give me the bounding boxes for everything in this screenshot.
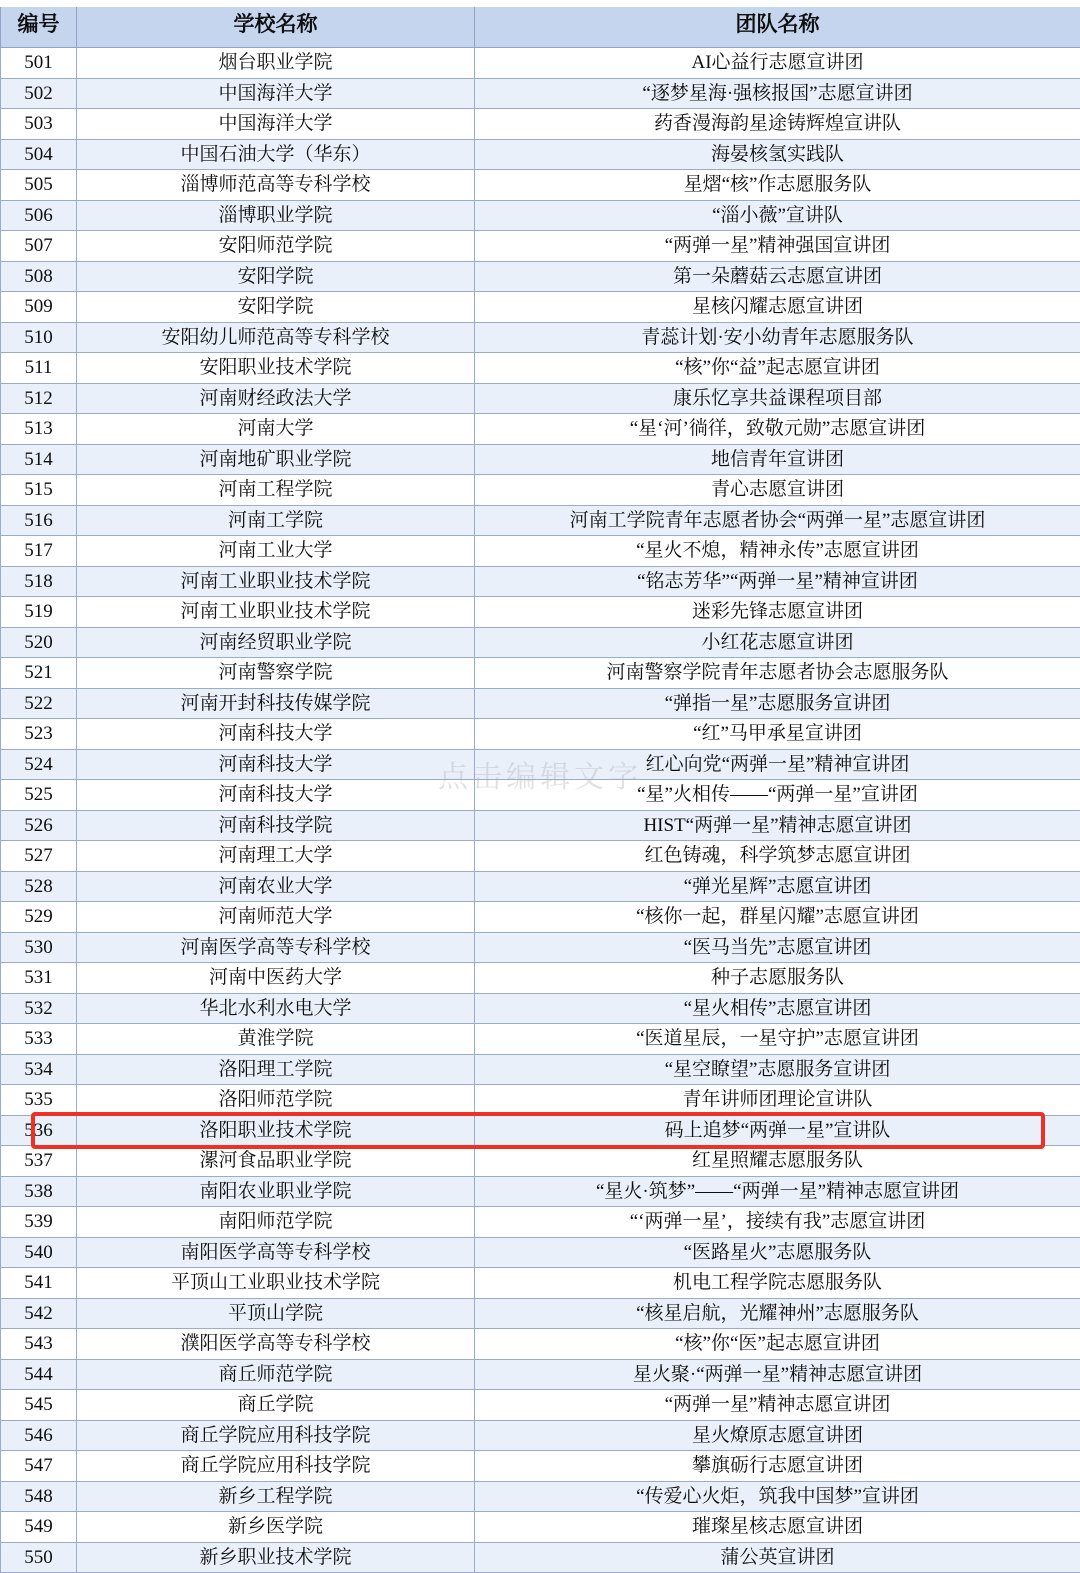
cell-id: 547 bbox=[1, 1451, 77, 1482]
cell-team: “星”火相传——“两弹一星”宣讲团 bbox=[475, 780, 1080, 811]
cell-school: 黄淮学院 bbox=[77, 1024, 475, 1055]
cell-team: “弹指一星”志愿服务宣讲团 bbox=[475, 688, 1080, 719]
table-row bbox=[1, 505, 1080, 536]
table-row bbox=[1, 1237, 1080, 1268]
cell-team: 迷彩先锋志愿宣讲团 bbox=[475, 597, 1080, 628]
cell-team: “星空瞭望”志愿服务宣讲团 bbox=[475, 1054, 1080, 1085]
table-row bbox=[1, 48, 1080, 79]
table-row bbox=[1, 688, 1080, 719]
cell-id: 501 bbox=[1, 48, 77, 79]
cell-id: 523 bbox=[1, 719, 77, 750]
cell-id: 533 bbox=[1, 1024, 77, 1055]
cell-team: “核”你“医”起志愿宣讲团 bbox=[475, 1329, 1080, 1360]
cell-team: 青年讲师团理论宣讲队 bbox=[475, 1085, 1080, 1116]
cell-school: 烟台职业学院 bbox=[77, 48, 475, 79]
cell-id: 510 bbox=[1, 322, 77, 353]
table-row bbox=[1, 841, 1080, 872]
table-row bbox=[1, 1268, 1080, 1299]
cell-id: 534 bbox=[1, 1054, 77, 1085]
cell-school: 河南师范大学 bbox=[77, 902, 475, 933]
cell-id: 531 bbox=[1, 963, 77, 994]
cell-school: 平顶山学院 bbox=[77, 1298, 475, 1329]
cell-team: “淄小薇”宣讲队 bbox=[475, 200, 1080, 231]
cell-team: 星熠“核”作志愿服务队 bbox=[475, 170, 1080, 201]
cell-id: 544 bbox=[1, 1359, 77, 1390]
cell-id: 520 bbox=[1, 627, 77, 658]
cell-school: 河南财经政法大学 bbox=[77, 383, 475, 414]
table-row bbox=[1, 1451, 1080, 1482]
table-row bbox=[1, 475, 1080, 506]
cell-id: 536 bbox=[1, 1115, 77, 1146]
table-row bbox=[1, 963, 1080, 994]
table-row bbox=[1, 902, 1080, 933]
table-row bbox=[1, 1329, 1080, 1360]
cell-id: 506 bbox=[1, 200, 77, 231]
table-row bbox=[1, 871, 1080, 902]
cell-school: 商丘学院 bbox=[77, 1390, 475, 1421]
table-row bbox=[1, 383, 1080, 414]
table-row bbox=[1, 627, 1080, 658]
cell-team: “星火·筑梦”——“两弹一星”精神志愿宣讲团 bbox=[475, 1176, 1080, 1207]
cell-school: 漯河食品职业学院 bbox=[77, 1146, 475, 1177]
cell-id: 540 bbox=[1, 1237, 77, 1268]
cell-team: “核星启航，光耀神州”志愿服务队 bbox=[475, 1298, 1080, 1329]
cell-id: 519 bbox=[1, 597, 77, 628]
cell-id: 509 bbox=[1, 292, 77, 323]
cell-school: 河南科技大学 bbox=[77, 780, 475, 811]
cell-team: HIST“两弹一星”精神志愿宣讲团 bbox=[475, 810, 1080, 841]
table-body bbox=[1, 48, 1080, 1573]
table-row bbox=[1, 993, 1080, 1024]
cell-id: 502 bbox=[1, 78, 77, 109]
cell-team: “医道星辰，一星守护”志愿宣讲团 bbox=[475, 1024, 1080, 1055]
table-row bbox=[1, 810, 1080, 841]
cell-school: 河南工业职业技术学院 bbox=[77, 566, 475, 597]
table-row bbox=[1, 414, 1080, 445]
cell-school: 安阳学院 bbox=[77, 292, 475, 323]
cell-school: 平顶山工业职业技术学院 bbox=[77, 1268, 475, 1299]
cell-school: 安阳幼儿师范高等专科学校 bbox=[77, 322, 475, 353]
table-row bbox=[1, 1024, 1080, 1055]
table-row bbox=[1, 749, 1080, 780]
cell-school: 新乡工程学院 bbox=[77, 1481, 475, 1512]
table-row bbox=[1, 78, 1080, 109]
table-row bbox=[1, 1390, 1080, 1421]
cell-id: 515 bbox=[1, 475, 77, 506]
cell-team: 种子志愿服务队 bbox=[475, 963, 1080, 994]
table-row bbox=[1, 932, 1080, 963]
cell-id: 549 bbox=[1, 1512, 77, 1543]
cell-team: “弹光星辉”志愿宣讲团 bbox=[475, 871, 1080, 902]
cell-school: 安阳职业技术学院 bbox=[77, 353, 475, 384]
cell-team: 星火聚·“两弹一星”精神志愿宣讲团 bbox=[475, 1359, 1080, 1390]
table-row bbox=[1, 139, 1080, 170]
cell-school: 新乡职业技术学院 bbox=[77, 1542, 475, 1573]
cell-team: “铭志芳华”“两弹一星”精神宣讲团 bbox=[475, 566, 1080, 597]
table-row bbox=[1, 1420, 1080, 1451]
cell-school: 商丘师范学院 bbox=[77, 1359, 475, 1390]
cell-id: 518 bbox=[1, 566, 77, 597]
cell-id: 514 bbox=[1, 444, 77, 475]
table-row bbox=[1, 1054, 1080, 1085]
cell-team: 机电工程学院志愿服务队 bbox=[475, 1268, 1080, 1299]
cell-school: 河南工学院 bbox=[77, 505, 475, 536]
column-header-team: 团队名称 bbox=[475, 1, 1080, 48]
table-row bbox=[1, 1481, 1080, 1512]
cell-id: 545 bbox=[1, 1390, 77, 1421]
cell-school: 河南警察学院 bbox=[77, 658, 475, 689]
cell-team: 蒲公英宣讲团 bbox=[475, 1542, 1080, 1573]
cell-school: 河南开封科技传媒学院 bbox=[77, 688, 475, 719]
cell-team: “逐梦星海·强核报国”志愿宣讲团 bbox=[475, 78, 1080, 109]
cell-team: 河南警察学院青年志愿者协会志愿服务队 bbox=[475, 658, 1080, 689]
cell-id: 521 bbox=[1, 658, 77, 689]
column-header-id: 编号 bbox=[1, 1, 77, 48]
cell-school: 中国石油大学（华东） bbox=[77, 139, 475, 170]
cell-school: 河南科技大学 bbox=[77, 719, 475, 750]
cell-school: 华北水利水电大学 bbox=[77, 993, 475, 1024]
table-row bbox=[1, 536, 1080, 567]
cell-school: 安阳师范学院 bbox=[77, 231, 475, 262]
table-header-row bbox=[1, 1, 1080, 48]
table-row bbox=[1, 658, 1080, 689]
table-row bbox=[1, 1085, 1080, 1116]
table-row bbox=[1, 1115, 1080, 1146]
cell-team: 青心志愿宣讲团 bbox=[475, 475, 1080, 506]
cell-team: “医路星火”志愿服务队 bbox=[475, 1237, 1080, 1268]
cell-id: 541 bbox=[1, 1268, 77, 1299]
table-row bbox=[1, 1512, 1080, 1543]
table-row bbox=[1, 719, 1080, 750]
table-header bbox=[1, 1, 1080, 48]
cell-id: 535 bbox=[1, 1085, 77, 1116]
cell-team: “传爱心火炬，筑我中国梦”宣讲团 bbox=[475, 1481, 1080, 1512]
cell-school: 洛阳理工学院 bbox=[77, 1054, 475, 1085]
cell-team: 第一朵蘑菇云志愿宣讲团 bbox=[475, 261, 1080, 292]
table-row bbox=[1, 444, 1080, 475]
table-row bbox=[1, 1176, 1080, 1207]
column-header-school: 学校名称 bbox=[77, 1, 475, 48]
cell-id: 504 bbox=[1, 139, 77, 170]
cell-id: 512 bbox=[1, 383, 77, 414]
cell-team: 康乐忆享共益课程项目部 bbox=[475, 383, 1080, 414]
table-row bbox=[1, 170, 1080, 201]
cell-school: 河南科技大学 bbox=[77, 749, 475, 780]
top-margin bbox=[0, 0, 1080, 7]
cell-id: 529 bbox=[1, 902, 77, 933]
cell-id: 550 bbox=[1, 1542, 77, 1573]
cell-school: 南阳医学高等专科学校 bbox=[77, 1237, 475, 1268]
cell-id: 517 bbox=[1, 536, 77, 567]
cell-team: 星核闪耀志愿宣讲团 bbox=[475, 292, 1080, 323]
table-row bbox=[1, 261, 1080, 292]
cell-team: “星‘河’徜徉，致敬元勋”志愿宣讲团 bbox=[475, 414, 1080, 445]
table-row bbox=[1, 1207, 1080, 1238]
watermark-text: 点击编辑文字 bbox=[0, 752, 1080, 796]
table-row bbox=[1, 566, 1080, 597]
table-row bbox=[1, 1298, 1080, 1329]
cell-school: 河南科技学院 bbox=[77, 810, 475, 841]
cell-school: 南阳农业职业学院 bbox=[77, 1176, 475, 1207]
cell-school: 中国海洋大学 bbox=[77, 109, 475, 140]
table-row bbox=[1, 597, 1080, 628]
cell-id: 516 bbox=[1, 505, 77, 536]
table-row bbox=[1, 231, 1080, 262]
cell-school: 河南经贸职业学院 bbox=[77, 627, 475, 658]
cell-team: 河南工学院青年志愿者协会“两弹一星”志愿宣讲团 bbox=[475, 505, 1080, 536]
cell-id: 526 bbox=[1, 810, 77, 841]
cell-id: 548 bbox=[1, 1481, 77, 1512]
cell-id: 507 bbox=[1, 231, 77, 262]
cell-id: 528 bbox=[1, 871, 77, 902]
cell-school: 淄博职业学院 bbox=[77, 200, 475, 231]
cell-team: “两弹一星”精神强国宣讲团 bbox=[475, 231, 1080, 262]
cell-team: 红星照耀志愿服务队 bbox=[475, 1146, 1080, 1177]
cell-team: 药香漫海韵星途铸辉煌宣讲队 bbox=[475, 109, 1080, 140]
cell-id: 525 bbox=[1, 780, 77, 811]
cell-school: 河南医学高等专科学校 bbox=[77, 932, 475, 963]
cell-id: 543 bbox=[1, 1329, 77, 1360]
table-row bbox=[1, 353, 1080, 384]
table-row bbox=[1, 109, 1080, 140]
cell-team: “核”你“益”起志愿宣讲团 bbox=[475, 353, 1080, 384]
cell-id: 503 bbox=[1, 109, 77, 140]
cell-school: 河南理工大学 bbox=[77, 841, 475, 872]
cell-id: 532 bbox=[1, 993, 77, 1024]
cell-id: 511 bbox=[1, 353, 77, 384]
cell-school: 淄博师范高等专科学校 bbox=[77, 170, 475, 201]
cell-team: “星火不熄，精神永传”志愿宣讲团 bbox=[475, 536, 1080, 567]
cell-school: 中国海洋大学 bbox=[77, 78, 475, 109]
cell-school: 河南中医药大学 bbox=[77, 963, 475, 994]
cell-school: 河南工业大学 bbox=[77, 536, 475, 567]
cell-id: 522 bbox=[1, 688, 77, 719]
cell-id: 546 bbox=[1, 1420, 77, 1451]
cell-school: 南阳师范学院 bbox=[77, 1207, 475, 1238]
cell-id: 508 bbox=[1, 261, 77, 292]
cell-school: 安阳学院 bbox=[77, 261, 475, 292]
cell-id: 539 bbox=[1, 1207, 77, 1238]
cell-school: 商丘学院应用科技学院 bbox=[77, 1451, 475, 1482]
cell-id: 530 bbox=[1, 932, 77, 963]
cell-team: 攀旗砺行志愿宣讲团 bbox=[475, 1451, 1080, 1482]
cell-team: 地信青年宣讲团 bbox=[475, 444, 1080, 475]
cell-team: “核你一起，群星闪耀”志愿宣讲团 bbox=[475, 902, 1080, 933]
cell-id: 527 bbox=[1, 841, 77, 872]
cell-id: 542 bbox=[1, 1298, 77, 1329]
table-row bbox=[1, 292, 1080, 323]
cell-id: 513 bbox=[1, 414, 77, 445]
cell-team: “医马当先”志愿宣讲团 bbox=[475, 932, 1080, 963]
cell-school: 河南工程学院 bbox=[77, 475, 475, 506]
cell-team: “两弹一星”精神志愿宣讲团 bbox=[475, 1390, 1080, 1421]
cell-team: 璀璨星核志愿宣讲团 bbox=[475, 1512, 1080, 1543]
cell-team: “红”马甲承星宣讲团 bbox=[475, 719, 1080, 750]
cell-school: 河南农业大学 bbox=[77, 871, 475, 902]
cell-team: “星火相传”志愿宣讲团 bbox=[475, 993, 1080, 1024]
cell-team: 红心向党“两弹一星”精神宣讲团 bbox=[475, 749, 1080, 780]
cell-team: 青蕊计划·安小幼青年志愿服务队 bbox=[475, 322, 1080, 353]
table-row bbox=[1, 1146, 1080, 1177]
cell-id: 524 bbox=[1, 749, 77, 780]
table-row bbox=[1, 200, 1080, 231]
cell-school: 河南工业职业技术学院 bbox=[77, 597, 475, 628]
cell-team: 小红花志愿宣讲团 bbox=[475, 627, 1080, 658]
cell-team: 红色铸魂，科学筑梦志愿宣讲团 bbox=[475, 841, 1080, 872]
cell-school: 濮阳医学高等专科学校 bbox=[77, 1329, 475, 1360]
cell-team: AI心益行志愿宣讲团 bbox=[475, 48, 1080, 79]
table-row bbox=[1, 1542, 1080, 1573]
cell-school: 洛阳职业技术学院 bbox=[77, 1115, 475, 1146]
cell-school: 洛阳师范学院 bbox=[77, 1085, 475, 1116]
cell-school: 河南大学 bbox=[77, 414, 475, 445]
cell-school: 商丘学院应用科技学院 bbox=[77, 1420, 475, 1451]
cell-team: “‘两弹一星’，接续有我”志愿宣讲团 bbox=[475, 1207, 1080, 1238]
cell-team: 星火燎原志愿宣讲团 bbox=[475, 1420, 1080, 1451]
cell-school: 河南地矿职业学院 bbox=[77, 444, 475, 475]
table-row bbox=[1, 780, 1080, 811]
cell-id: 505 bbox=[1, 170, 77, 201]
cell-id: 538 bbox=[1, 1176, 77, 1207]
table-row bbox=[1, 1359, 1080, 1390]
table-row bbox=[1, 322, 1080, 353]
cell-team: 码上追梦“两弹一星”宣讲队 bbox=[475, 1115, 1080, 1146]
cell-team: 海晏核氢实践队 bbox=[475, 139, 1080, 170]
cell-school: 新乡医学院 bbox=[77, 1512, 475, 1543]
cell-id: 537 bbox=[1, 1146, 77, 1177]
